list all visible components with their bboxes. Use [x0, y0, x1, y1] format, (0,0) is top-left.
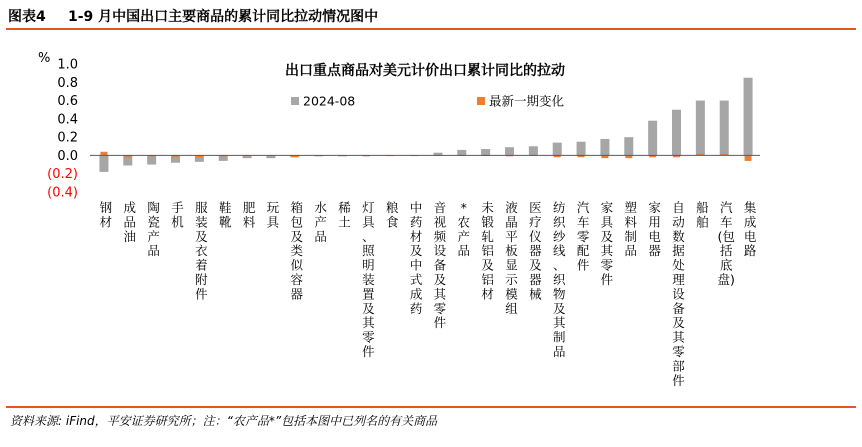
x-tick-label: 汽 — [576, 200, 590, 215]
legend — [291, 94, 565, 109]
x-tick-label: 织 — [552, 272, 566, 287]
x-tick-label: 中 — [409, 257, 423, 273]
legend-swatch — [291, 97, 299, 105]
x-tick-label: 及 — [195, 228, 208, 244]
x-tick-label: 品 — [147, 243, 160, 259]
series-2024-08 — [99, 78, 752, 172]
x-tick-label: 着 — [195, 257, 208, 273]
x-tick-label: 板 — [505, 243, 518, 259]
bar-2024-08 — [624, 137, 633, 155]
bar-latest-change — [745, 155, 752, 160]
x-tick-label: 备 — [672, 300, 685, 316]
x-tick-label: 器 — [529, 243, 542, 259]
y-tick-label: (0.4) — [47, 185, 78, 201]
x-tick-label: 成 — [123, 200, 137, 215]
x-tick-label: 手 — [171, 200, 184, 215]
x-tick-label: 装 — [362, 272, 375, 287]
x-tick-label: 具 — [600, 214, 614, 230]
x-tick-label: 纺 — [552, 200, 566, 215]
x-tick-label: 视 — [433, 214, 447, 230]
x-tick-label: 及 — [362, 300, 375, 316]
x-tick-label: 显 — [505, 257, 518, 273]
x-tick-label: 物 — [552, 286, 566, 302]
x-tick-label: 容 — [290, 272, 304, 287]
x-tick-label: 件 — [672, 372, 685, 388]
x-tick-label: 线 — [552, 243, 566, 259]
x-tick-label: 仪 — [529, 228, 542, 244]
x-tick-label: 具 — [266, 214, 280, 230]
x-tick-label: 陶 — [147, 200, 160, 215]
x-tick-label: 肥 — [242, 200, 256, 215]
footer-rule — [6, 406, 856, 408]
x-tick-label: 土 — [338, 214, 351, 230]
x-tick-label: 锻 — [481, 214, 494, 230]
x-tick-label: 动 — [672, 214, 685, 230]
x-tick-label: 药 — [409, 300, 423, 316]
x-tick-label: 备 — [433, 257, 447, 273]
x-tick-label: 织 — [552, 214, 566, 230]
y-axis — [47, 58, 78, 201]
bar-2024-08 — [648, 121, 657, 156]
x-tick-label: 具 — [362, 214, 375, 230]
y-tick-label: (0.2) — [47, 167, 78, 183]
x-tick-label: 稀 — [338, 200, 351, 215]
x-tick-label: 衣 — [195, 243, 208, 259]
x-tick-label: 及 — [529, 257, 542, 273]
x-tick-label: 油 — [123, 228, 137, 244]
x-tick-label: 家 — [600, 200, 614, 215]
bar-2024-08 — [720, 101, 729, 156]
x-tick-label: 及 — [433, 272, 447, 287]
x-tick-label: 自 — [672, 200, 685, 215]
x-tick-label: 及 — [600, 228, 614, 244]
x-tick-label: 疗 — [529, 214, 542, 230]
x-tick-label: 装 — [195, 214, 208, 230]
x-tick-label: 品 — [457, 243, 471, 259]
x-tick-label: 未 — [481, 200, 494, 215]
y-tick-label: 0.0 — [57, 148, 78, 164]
x-tick-label: 模 — [505, 286, 518, 302]
x-tick-label: 零 — [362, 329, 375, 345]
x-tick-label: 液 — [505, 200, 518, 215]
x-tick-label: 产 — [147, 228, 160, 244]
x-tick-label: 车 — [719, 214, 733, 230]
x-tick-label: 及 — [290, 228, 304, 244]
x-tick-label: 其 — [600, 243, 614, 259]
x-tick-label: 农 — [457, 214, 471, 230]
x-tick-label: 、 — [362, 228, 375, 244]
x-tick-label: 铝 — [481, 272, 494, 287]
x-tick-label: 部 — [672, 358, 685, 374]
x-tick-label: 品 — [314, 228, 327, 244]
x-tick-label: 中 — [409, 200, 423, 215]
x-tick-label: 产 — [457, 228, 471, 244]
bar-2024-08 — [505, 147, 514, 155]
x-tick-label: 品 — [123, 214, 137, 230]
x-tick-label: * — [460, 200, 467, 215]
x-tick-label: 品 — [624, 243, 638, 259]
y-tick-label: 0.2 — [57, 130, 78, 146]
legend-label: 2024-08 — [303, 93, 356, 109]
x-tick-label: 晶 — [505, 214, 518, 230]
figure-label: 图表4 — [8, 9, 46, 25]
x-tick-label: 舶 — [696, 214, 709, 230]
x-tick-label: 品 — [552, 344, 566, 359]
x-tick-label: 及 — [409, 243, 423, 259]
x-tick-label: 件 — [195, 286, 208, 302]
y-axis-unit: % — [38, 51, 51, 66]
bar-2024-08 — [553, 143, 562, 156]
x-tick-label: 电 — [743, 228, 757, 244]
x-tick-label: 靴 — [218, 214, 232, 230]
bar-2024-08 — [457, 150, 466, 155]
x-tick-label: 瓷 — [147, 214, 160, 230]
bar-2024-08 — [99, 155, 108, 171]
x-tick-label: 家 — [648, 200, 661, 215]
x-tick-label: 盘) — [717, 272, 735, 287]
x-tick-label: 件 — [433, 315, 447, 331]
x-tick-label: 料 — [624, 214, 638, 230]
x-tick-label: 制 — [552, 329, 566, 345]
bar-2024-08 — [696, 101, 705, 156]
x-tick-label: 材 — [99, 214, 113, 230]
x-tick-label: 零 — [433, 300, 447, 316]
x-tick-label: 处 — [672, 257, 685, 273]
x-tick-label: 及 — [552, 300, 566, 316]
x-tick-label: 组 — [505, 300, 518, 316]
x-tick-label: 路 — [743, 243, 757, 259]
x-tick-label: 纱 — [552, 228, 566, 244]
legend-swatch — [477, 97, 485, 105]
x-tick-label: 电 — [648, 228, 661, 244]
x-tick-label: 零 — [576, 228, 590, 244]
x-tick-label: 件 — [362, 344, 375, 359]
bar-2024-08 — [481, 149, 490, 155]
chart-title: 出口重点商品对美元计价出口累计同比的拉动 — [285, 63, 565, 79]
x-tick-label: 玩 — [266, 200, 280, 215]
bar-2024-08 — [600, 139, 609, 155]
bar-latest-change — [100, 152, 107, 156]
x-tick-label: 轧 — [481, 228, 494, 244]
x-tick-label: 服 — [195, 200, 208, 215]
x-tick-label: 平 — [505, 228, 518, 244]
x-tick-label: 数 — [672, 228, 685, 244]
x-tick-label: 汽 — [719, 200, 733, 215]
x-tick-label: 其 — [433, 286, 447, 302]
source-note: 资料来源: iFind，平安证券研究所；注：“农产品*”包括本图中已列名的有关商品 — [10, 414, 438, 428]
x-tick-label: 成 — [743, 214, 757, 230]
x-tick-label: 其 — [362, 315, 375, 331]
x-tick-label: 医 — [529, 200, 542, 215]
bar-2024-08 — [744, 78, 753, 156]
x-tick-label: 件 — [600, 272, 614, 287]
x-tick-label: 用 — [648, 214, 661, 230]
x-tick-label: 括 — [719, 243, 733, 259]
x-tick-label: 明 — [362, 257, 375, 273]
x-tick-label: 制 — [624, 228, 638, 244]
x-tick-label: 其 — [672, 329, 685, 345]
y-tick-label: 0.6 — [57, 94, 78, 110]
x-tick-label: 器 — [290, 286, 304, 302]
x-tick-label: 车 — [576, 214, 590, 230]
x-tick-label: 器 — [529, 272, 542, 287]
figure-title: 1-9 月中国出口主要商品的累计同比拉动情况图中 — [68, 9, 379, 25]
figure-header — [0, 0, 862, 28]
x-tick-label: 音 — [433, 200, 447, 215]
x-tick-label: 设 — [672, 286, 685, 302]
x-tick-label: 灯 — [362, 200, 375, 215]
bar-2024-08 — [577, 142, 586, 156]
x-tick-label: 械 — [529, 286, 542, 302]
x-tick-label: 箱 — [290, 200, 304, 215]
bar-2024-08 — [672, 110, 681, 156]
x-tick-label: 示 — [505, 272, 518, 287]
x-tick-label: 粮 — [385, 200, 399, 215]
x-tick-label: 其 — [552, 315, 566, 331]
legend-label: 最新一期变化 — [489, 93, 565, 109]
x-tick-label: 水 — [314, 200, 327, 215]
y-tick-label: 1.0 — [57, 57, 78, 73]
x-tick-label: 底 — [719, 257, 733, 273]
x-tick-label: 材 — [409, 228, 423, 244]
x-tick-label: 据 — [672, 243, 685, 259]
bar-2024-08 — [529, 146, 538, 155]
x-tick-label: 理 — [672, 272, 685, 287]
x-tick-label: 包 — [290, 214, 304, 230]
x-tick-label: 集 — [743, 200, 757, 215]
x-tick-label: 式 — [409, 272, 423, 287]
x-tick-label: 料 — [242, 214, 256, 230]
x-tick-label: 材 — [481, 286, 494, 302]
x-tick-label: 及 — [481, 257, 494, 273]
x-tick-label: 频 — [433, 228, 447, 244]
x-tick-label: 鞋 — [218, 200, 232, 215]
x-tick-label: 件 — [576, 257, 590, 273]
x-tick-label: 食 — [385, 214, 399, 230]
x-tick-label: 铝 — [481, 243, 494, 259]
x-tick-label: (包 — [717, 228, 735, 244]
y-tick-label: 0.8 — [57, 75, 78, 91]
x-tick-label: 照 — [362, 243, 375, 259]
x-tick-label: 器 — [648, 243, 661, 259]
x-tick-label: 钢 — [99, 200, 113, 215]
x-tick-label: 船 — [696, 200, 709, 215]
x-tick-label: 、 — [552, 257, 566, 273]
x-tick-label: 类 — [290, 243, 304, 259]
x-tick-label: 似 — [290, 257, 304, 273]
x-tick-label: 产 — [314, 214, 327, 230]
x-tick-label: 附 — [195, 272, 208, 287]
x-tick-label: 机 — [171, 214, 184, 230]
x-tick-label: 及 — [672, 315, 685, 331]
x-tick-label: 塑 — [624, 200, 638, 215]
x-tick-label: 成 — [409, 286, 423, 302]
x-axis-labels — [100, 200, 757, 388]
x-tick-label: 配 — [576, 243, 590, 259]
bar-2024-08 — [147, 155, 156, 164]
x-tick-label: 置 — [362, 286, 375, 302]
x-tick-label: 零 — [672, 344, 685, 359]
bar-chart — [0, 30, 862, 406]
x-tick-label: 药 — [409, 214, 423, 230]
y-tick-label: 0.4 — [57, 112, 78, 128]
x-tick-label: 零 — [600, 257, 614, 273]
x-tick-label: 设 — [433, 243, 447, 259]
